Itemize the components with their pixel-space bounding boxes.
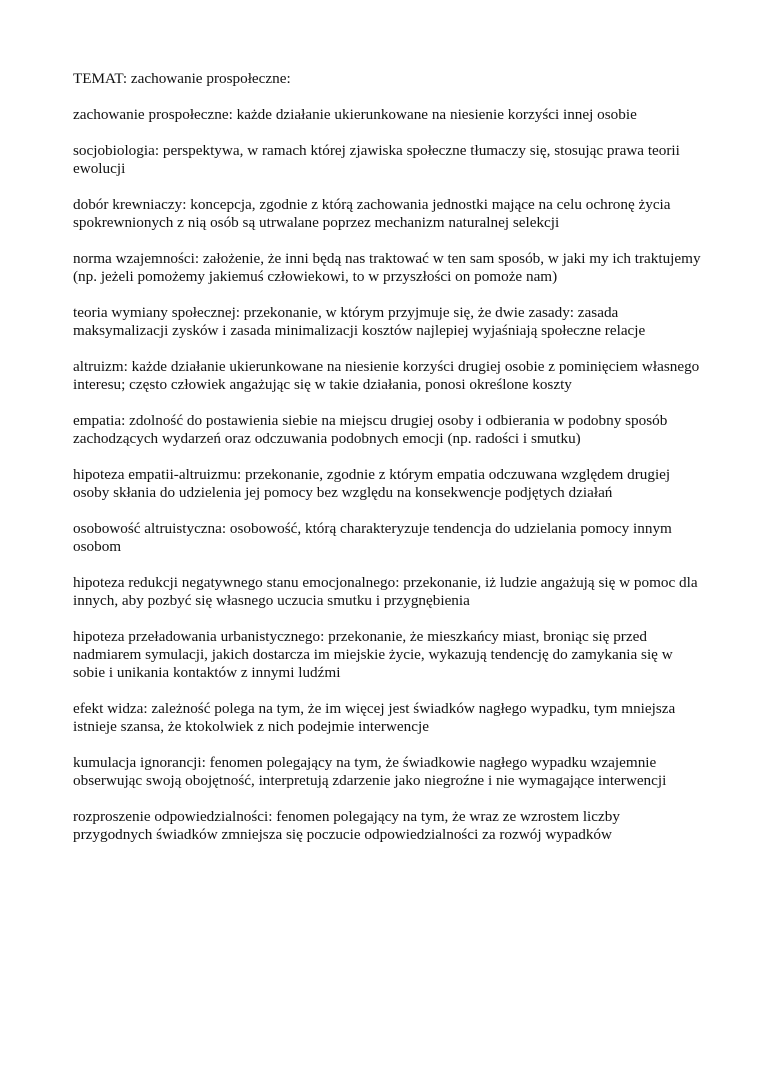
definition-entry: teoria wymiany społecznej: przekonanie, w którym przyjmuje się, że dwie zasady: zasada maksymalizacji zysków i zasada minimalizacji kosztów najlepiej wyjaśniają społeczne relacje: [73, 304, 646, 339]
definition-entry: hipoteza przeładowania urbanistycznego: przekonanie, że mieszkańcy miast, broniąc się przed nadmiarem symulacji, jakich dostarcza im miejskie życie, wykazują tendencję do zamykania się w sobie i unikania kontaktów z innymi ludźmi: [73, 628, 673, 681]
definition-entry: altruizm: każde działanie ukierunkowane na niesienie korzyści drugiej osobie z pominięciem własnego interesu; często człowiek angażując się w takie działania, ponosi określone koszty: [73, 358, 700, 393]
definition-entry: hipoteza redukcji negatywnego stanu emocjonalnego: przekonanie, iż ludzie angażują się w pomoc dla innych, aby pozbyć się własnego uczucia smutku i przygnębienia: [73, 574, 698, 609]
definition-entry: osobowość altruistyczna: osobowość, którą charakteryzuje tendencja do udzielania pomocy innym osobom: [73, 520, 672, 555]
definition-entry: empatia: zdolność do postawienia siebie na miejscu drugiej osoby i odbierania w podobny sposób zachodzących wydarzeń oraz odczuwania podobnych emocji (np. radości i smutku): [73, 412, 668, 447]
definition-entry: zachowanie prospołeczne: każde działanie ukierunkowane na niesienie korzyści innej osobie: [73, 106, 637, 123]
document-page: [73, 70, 703, 862]
definition-entry: norma wzajemności: założenie, że inni będą nas traktować w ten sam sposób, w jaki my ich traktujemy (np. jeżeli pomożemy jakiemuś człowiekowi, to w przyszłości on pomoże nam): [73, 250, 701, 285]
definition-entry: efekt widza: zależność polega na tym, że im więcej jest świadków nagłego wypadku, tym mniejsza istnieje szansa, że ktokolwiek z nich podejmie interwencje: [73, 700, 676, 735]
definition-entry: dobór krewniaczy: koncepcja, zgodnie z którą zachowania jednostki mające na celu ochronę życia spokrewnionych z nią osób są utrwalane poprzez mechanizm naturalnej selekcji: [73, 196, 671, 231]
definition-entry: socjobiologia: perspektywa, w ramach której zjawiska społeczne tłumaczy się, stosując prawa teorii ewolucji: [73, 142, 680, 177]
definition-entry: kumulacja ignorancji: fenomen polegający na tym, że świadkowie nagłego wypadku wzajemnie obserwując swoją obojętność, interpretują zdarzenie jako niegroźne i nie wymagające interwencji: [73, 754, 667, 789]
document-title: TEMAT: zachowanie prospołeczne:: [73, 70, 291, 87]
definition-entry: rozproszenie odpowiedzialności: fenomen polegający na tym, że wraz ze wzrostem liczby przygodnych świadków zmniejsza się poczucie odpowiedzialności za rozwój wypadków: [73, 808, 620, 843]
definition-entry: hipoteza empatii-altruizmu: przekonanie, zgodnie z którym empatia odczuwana względem drugiej osoby skłania do udzielenia jej pomocy bez względu na konsekwencje podjętych działań: [73, 466, 671, 501]
